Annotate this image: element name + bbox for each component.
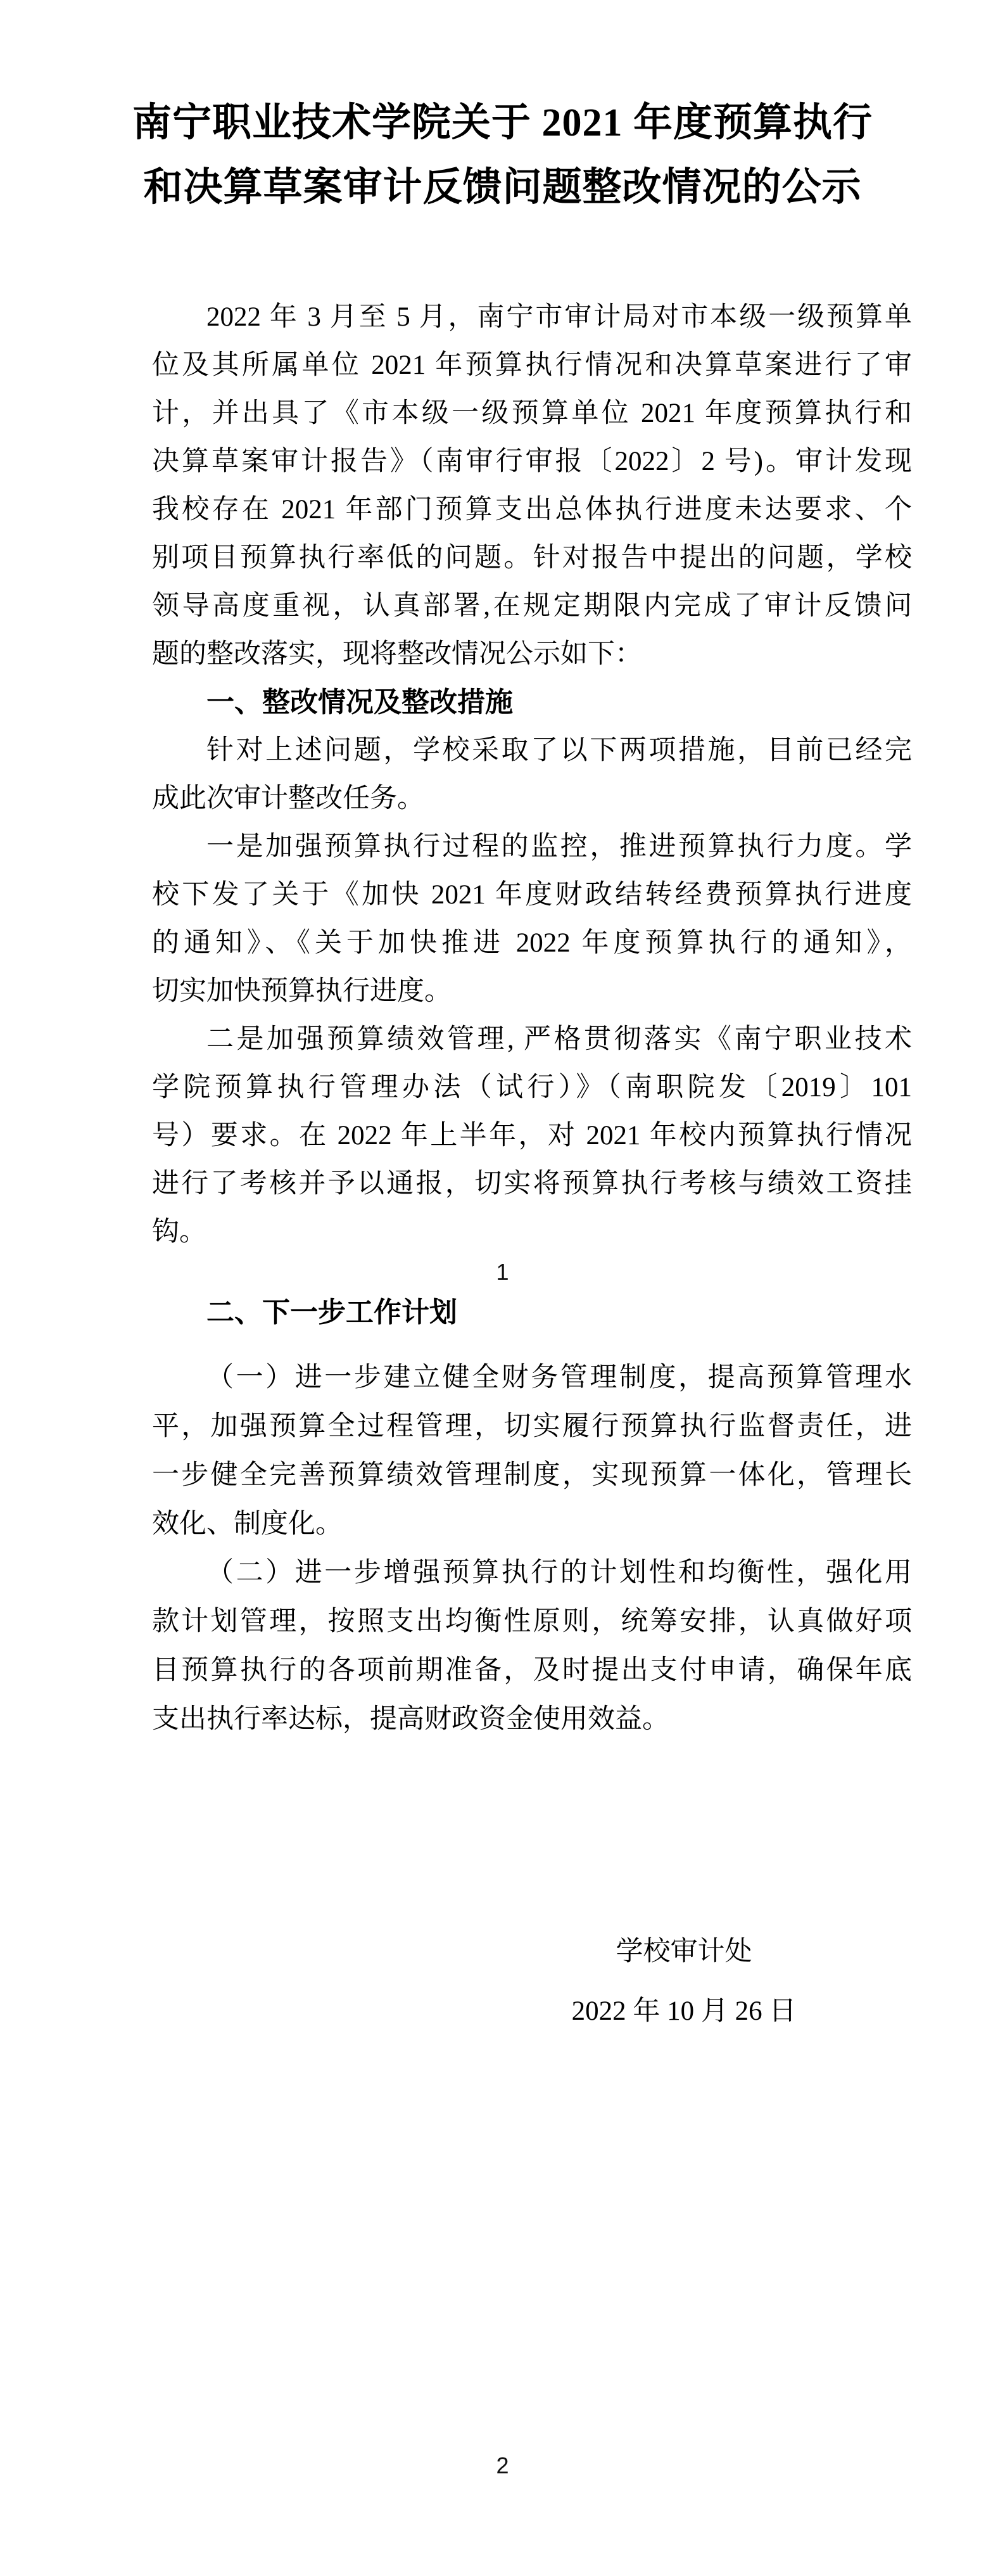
document-title-line-2: 和决算草案审计反馈问题整改情况的公示 (143, 166, 862, 209)
document-title-line-1: 南宁职业技术学院关于 2021 年度预算执行 (132, 101, 873, 144)
document-line: 号）要求。在 2022 年上半年，对 2021 年校内预算执行情况 (152, 1121, 912, 1151)
document-line: 决算草案审计报告》（南审行审报〔2022〕2 号)。审计发现 (152, 447, 912, 476)
document-line: 2022 年 3 月至 5 月，南宁市审计局对市本级一级预算单 (206, 302, 912, 332)
document-line: 别项目预算执行率低的问题。针对报告中提出的问题，学校 (152, 543, 912, 573)
document-line: 我校存在 2021 年部门预算支出总体执行进度未达要求、个 (152, 495, 912, 525)
document-line: 目预算执行的各项前期准备，及时提出支付申请，确保年底 (152, 1655, 912, 1685)
signature-department: 学校审计处 (616, 1937, 752, 1967)
document-line: 一是加强预算执行过程的监控，推进预算执行力度。学 (206, 832, 912, 862)
document-line: 支出执行率达标，提高财政资金使用效益。 (152, 1704, 669, 1734)
document-line: 的通知》、《关于加快推进 2022 年度预算执行的通知》， (152, 928, 912, 958)
document-line: 平，加强预算全过程管理，切实履行预算执行监督责任，进 (152, 1412, 912, 1441)
page1-body (152, 293, 912, 1256)
document-line: 钩。 (152, 1217, 206, 1247)
document-line: 校下发了关于《加快 2021 年度财政结转经费预算执行进度 (152, 880, 912, 910)
page-number-2: 2 (496, 2452, 509, 2478)
page2-body (152, 1353, 912, 1744)
document-line: 进行了考核并予以通报，切实将预算执行考核与绩效工资挂 (152, 1169, 912, 1199)
document-line: 学院预算执行管理办法（试行）》（南职院发〔2019〕101 (152, 1073, 912, 1102)
document-line: 成此次审计整改任务。 (152, 784, 424, 813)
document-line: 领导高度重视，认真部署,在规定期限内完成了审计反馈问 (152, 591, 912, 621)
signature-date: 2022 年 10 月 26 日 (571, 1996, 797, 2026)
document-line: 题的整改落实，现将整改情况公示如下： (152, 639, 642, 669)
document-line: 款计划管理，按照支出均衡性原则，统筹安排，认真做好项 (152, 1607, 912, 1636)
section-heading-1: 一、整改情况及整改措施 (206, 687, 513, 718)
document-line: 计，并出具了《市本级一级预算单位 2021 年度预算执行和 (152, 399, 912, 428)
page-number-1: 1 (496, 1259, 509, 1285)
document-line: （一）进一步建立健全财务管理制度，提高预算管理水 (206, 1363, 912, 1393)
document-line: 位及其所属单位 2021 年预算执行情况和决算草案进行了审 (152, 350, 912, 380)
document-line: 一步健全完善预算绩效管理制度，实现预算一体化，管理长 (152, 1460, 912, 1490)
document-line: 切实加快预算执行进度。 (152, 976, 452, 1006)
document-line: 针对上述问题，学校采取了以下两项措施，目前已经完 (206, 736, 912, 765)
section-heading-2: 二、下一步工作计划 (206, 1297, 457, 1328)
section-heading-2-wrap (152, 1289, 912, 1337)
document-line: 效化、制度化。 (152, 1509, 343, 1539)
document-line: 二是加强预算绩效管理, 严格贯彻落实《南宁职业技术 (206, 1024, 912, 1054)
document-line: （二）进一步增强预算执行的计划性和均衡性，强化用 (206, 1558, 912, 1588)
